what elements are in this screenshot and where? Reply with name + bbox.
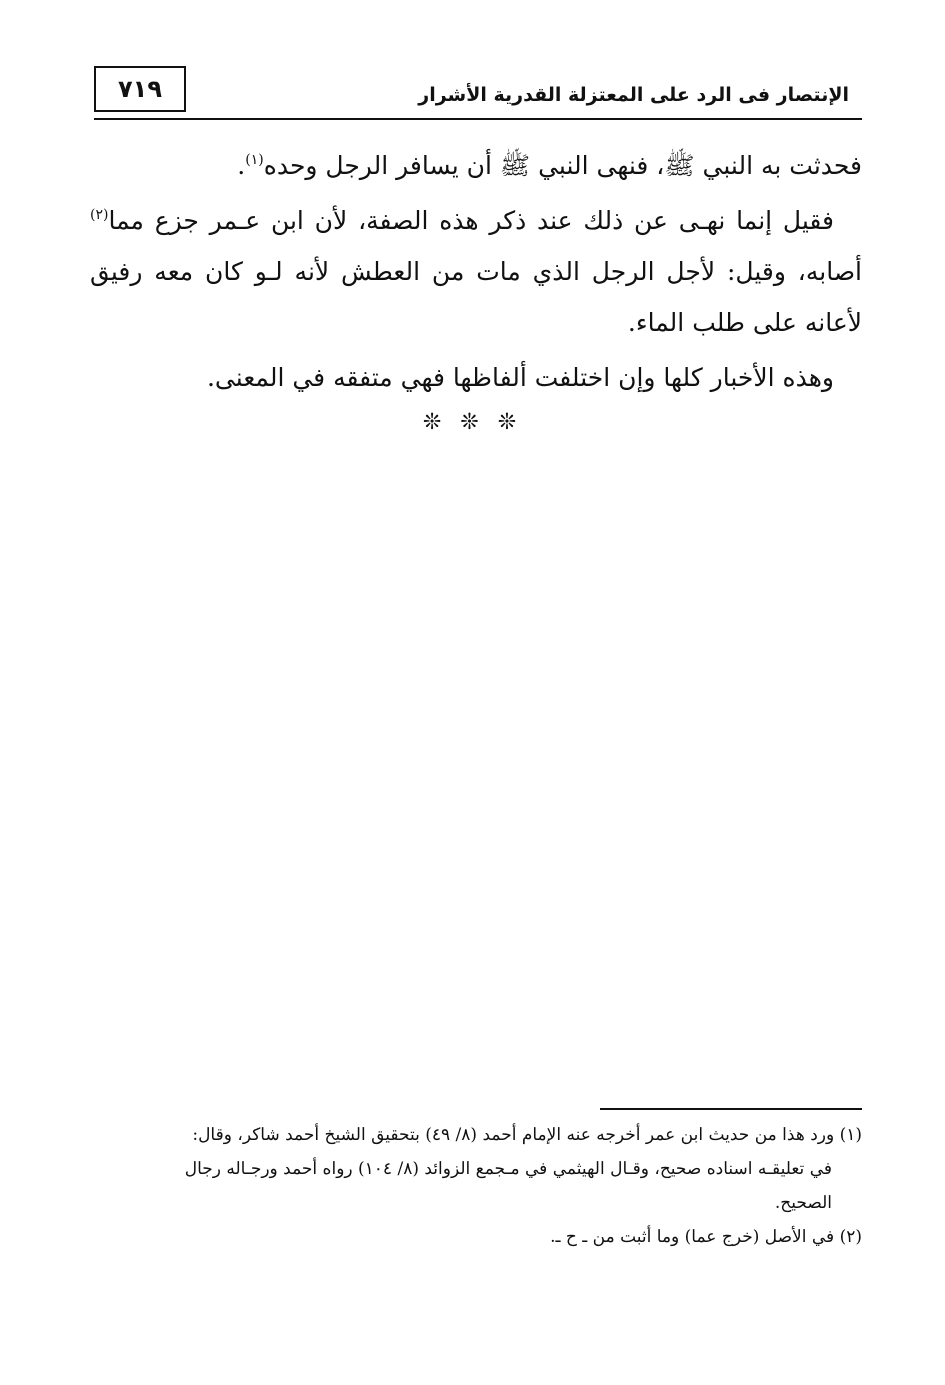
main-text xyxy=(90,140,862,403)
paragraph-2 xyxy=(90,195,862,348)
footnote-ref-2[interactable]: (٢) xyxy=(90,207,109,223)
page-number-text: ٧١٩ xyxy=(118,75,162,103)
footnote-rule xyxy=(600,1108,862,1110)
paragraph-1-text: فحدثت به النبي ﷺ، فنهى النبي ﷺ أن يسافر الرجل وحده xyxy=(263,151,862,180)
paragraph-1 xyxy=(90,140,862,191)
footnote-2: (٢) في الأصل (خرج عما) وما أثبت من ـ ح ـ. xyxy=(550,1227,862,1247)
header-rule xyxy=(94,118,862,120)
paragraph-2-start: فقيل إنما نهـى عن ذلك عند ذكر هذه الصفة، لأن ابن عـمر جزع مما xyxy=(108,206,834,235)
running-title: الإنتصار فى الرد على المعتزلة القدرية الأشرار xyxy=(418,84,849,106)
paragraph-2-rest: أصابه، وقيل: لأجل الرجل الذي مات من العطش لأنه لـو كان معه رفيق لأعانه على طلب الماء. xyxy=(90,257,862,337)
footnote-1-line-2: في تعليقـه اسناده صحيح، وقـال الهيثمي في مـجمع الزوائد (٨/ ١٠٤) رواه أحمد ورجـاله رجال xyxy=(184,1159,832,1179)
footnote-1-line-1: (١) ورد هذا من حديث ابن عمر أخرجه عنه الإمام أحمد (٨/ ٤٩) بتحقيق الشيخ أحمد شاكر، وقال: xyxy=(192,1125,862,1145)
footnote-1-line-3: الصحيح. xyxy=(774,1193,832,1213)
paragraph-1-end: . xyxy=(237,151,246,180)
section-ornament: ❊ ❊ ❊ xyxy=(422,410,523,435)
footnote-ref-1[interactable]: (١) xyxy=(245,152,264,168)
page-number xyxy=(94,66,186,112)
footnotes xyxy=(90,1118,862,1254)
paragraph-3: وهذه الأخبار كلها وإن اختلفت ألفاظها فهي متفقه في المعنى. xyxy=(206,363,834,392)
